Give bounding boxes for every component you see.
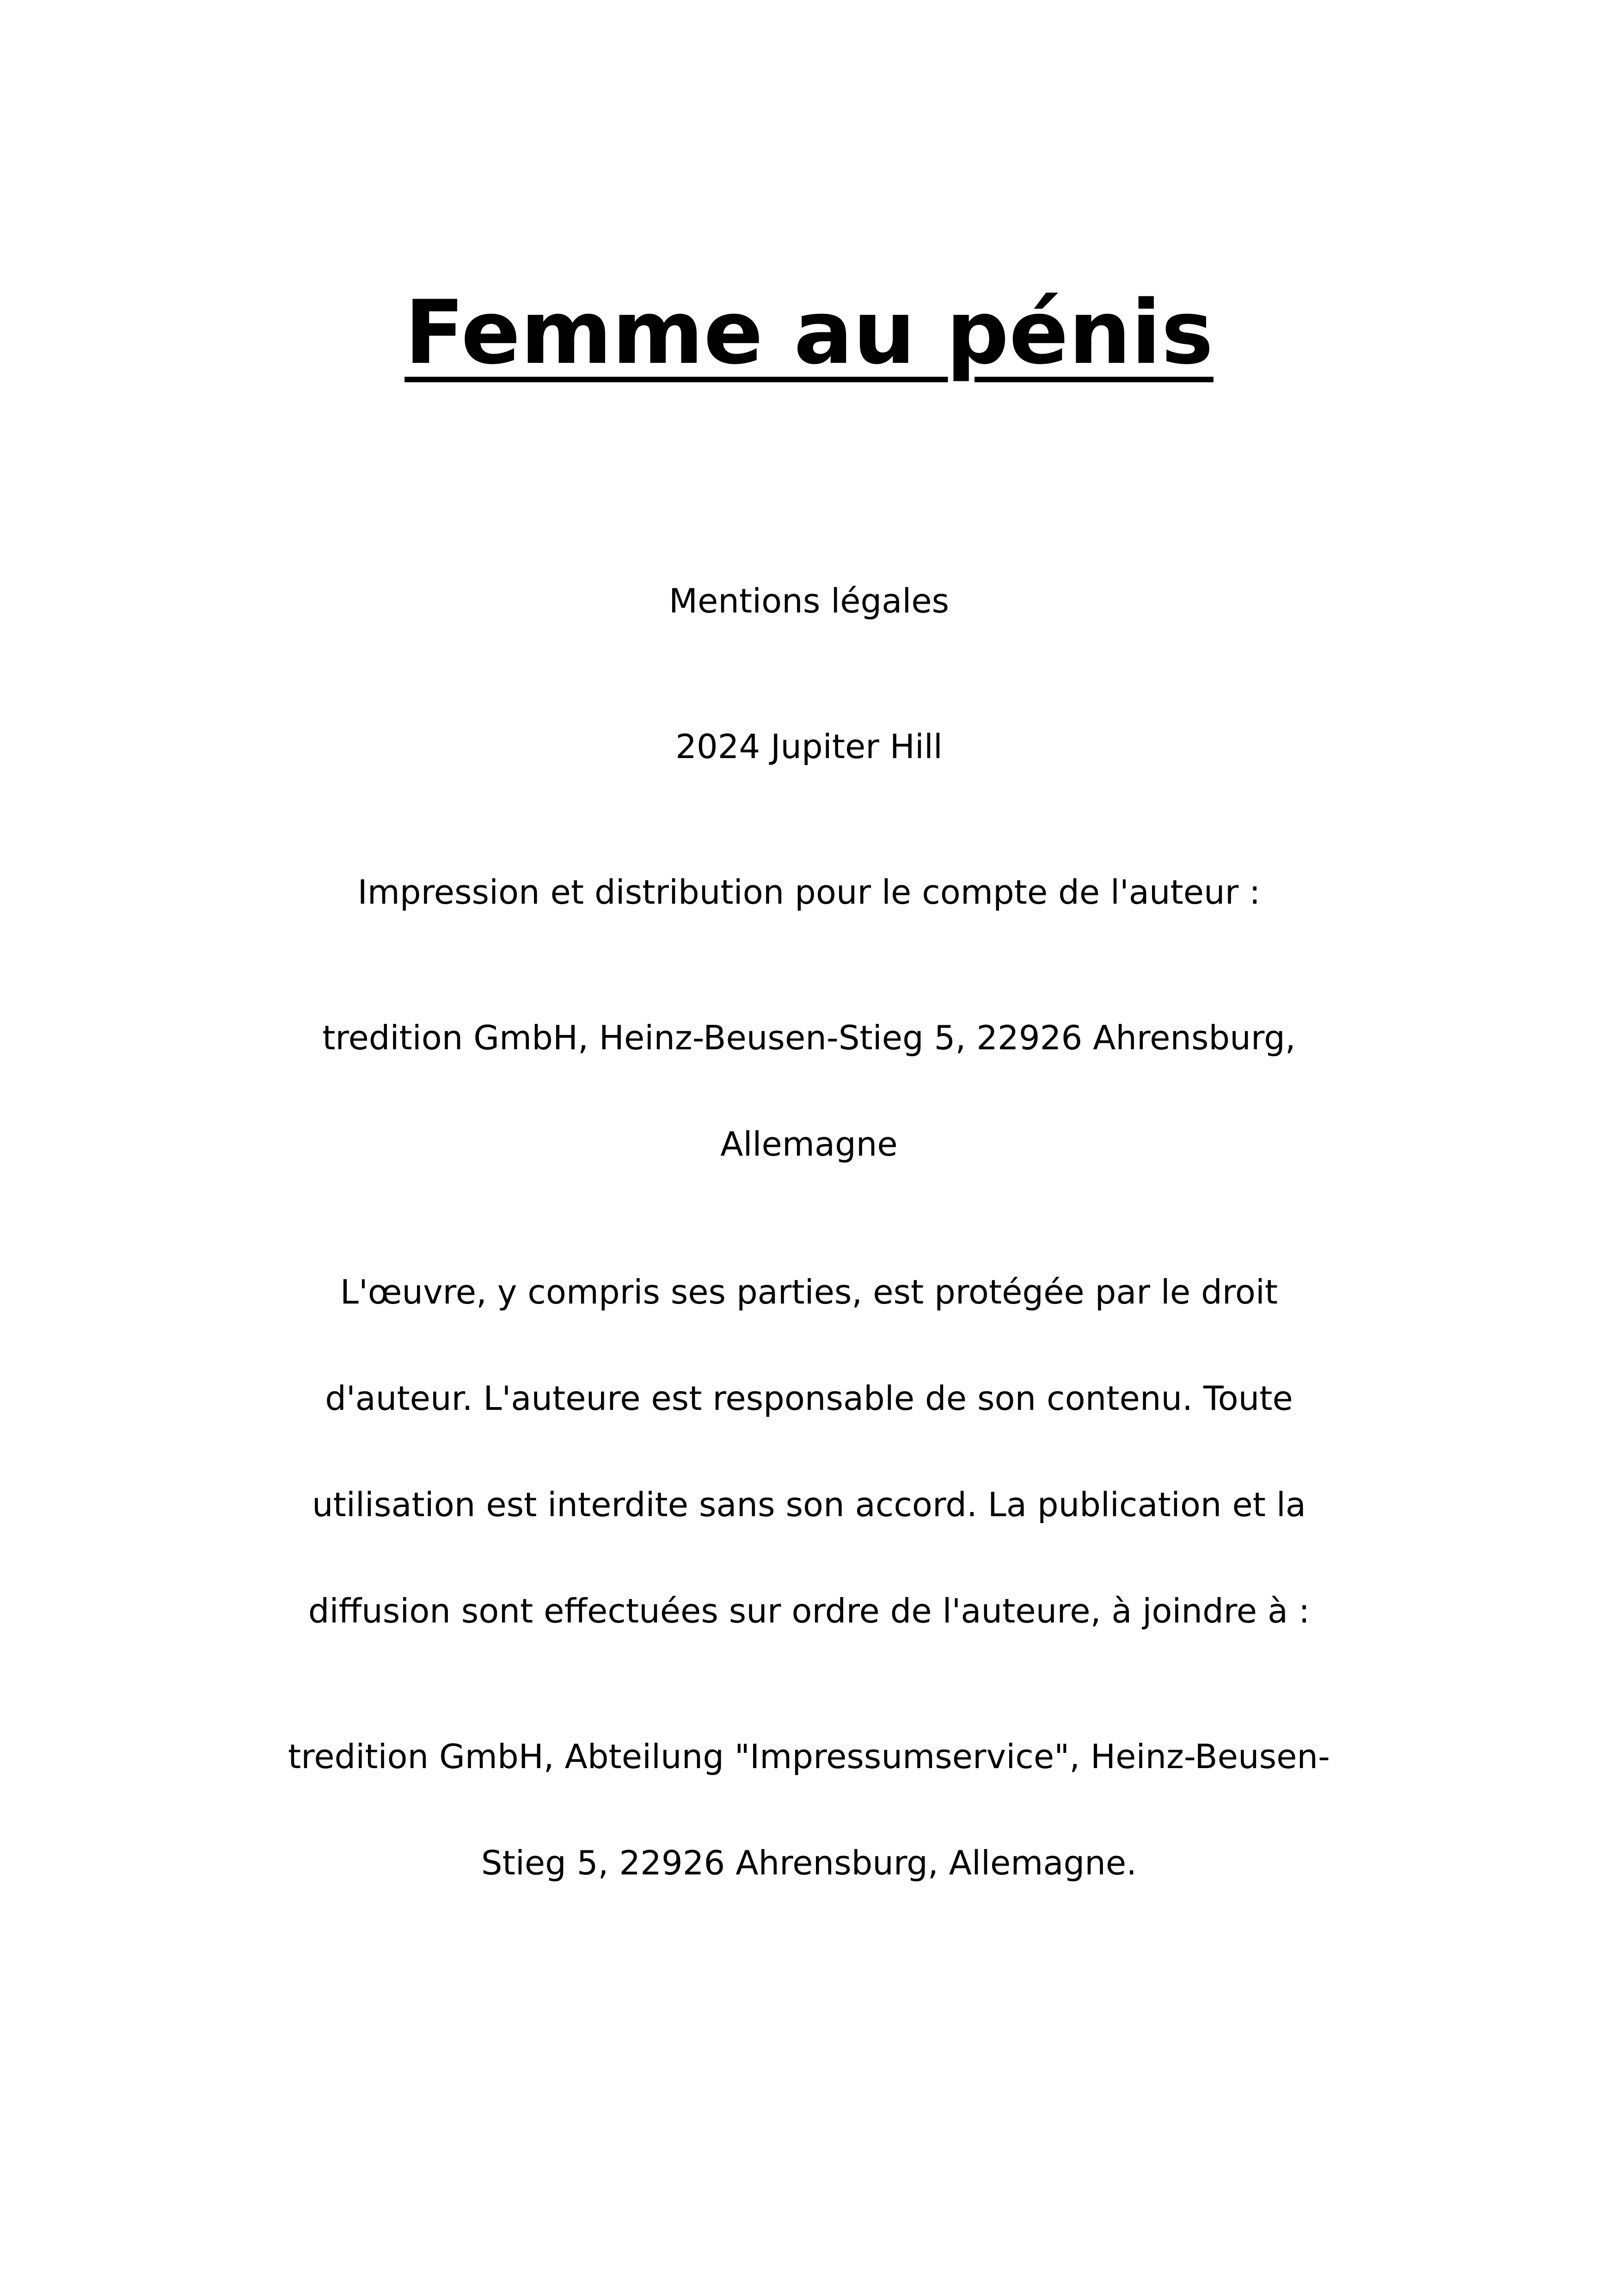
copyright-paragraph-line: d'auteur. L'auteure est responsable de son contenu. Toute <box>325 1379 1293 1418</box>
copyright-line: 2024 Jupiter Hill <box>675 727 943 766</box>
page-title: Femme au pénis <box>404 282 1214 384</box>
publisher-address-line: Allemagne <box>720 1125 898 1163</box>
printing-notice: Impression et distribution pour le compte de l'auteur : <box>357 873 1261 912</box>
copyright-paragraph-line: diffusion sont effectuées sur ordre de l'auteure, à joindre à : <box>308 1592 1310 1630</box>
publisher-address-line: tredition GmbH, Heinz-Beusen-Stieg 5, 22926 Ahrensburg, <box>322 1018 1296 1057</box>
contact-address-line: tredition GmbH, Abteilung "Impressumservice", Heinz-Beusen- <box>288 1737 1330 1776</box>
legal-heading: Mentions légales <box>668 582 950 620</box>
copyright-paragraph-line: L'œuvre, y compris ses parties, est protégée par le droit <box>340 1273 1278 1311</box>
contact-address-line: Stieg 5, 22926 Ahrensburg, Allemagne. <box>481 1843 1137 1882</box>
copyright-paragraph-line: utilisation est interdite sans son accord. La publication et la <box>312 1485 1306 1524</box>
